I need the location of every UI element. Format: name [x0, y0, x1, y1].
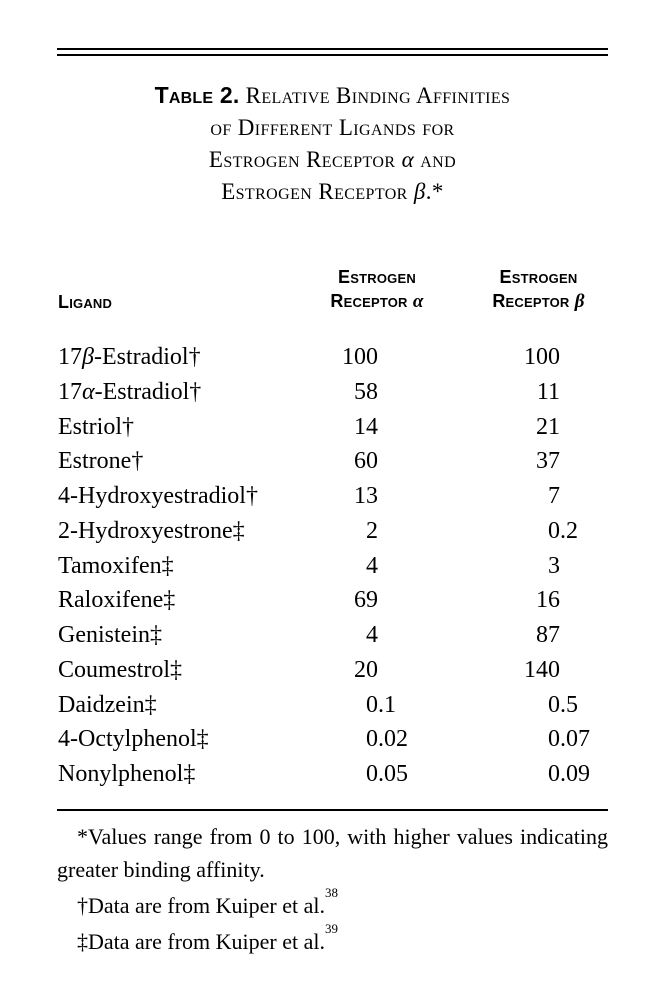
ligand-name [57, 514, 297, 549]
ligand-text: Estriol† [58, 413, 134, 440]
header-text: Receptor [330, 291, 413, 311]
footnote-marker: * [77, 823, 88, 849]
value-fraction-part: .09 [560, 761, 590, 787]
value-fraction-part: .2 [560, 517, 578, 544]
table-row [57, 444, 608, 479]
value-fraction-part: .5 [560, 691, 578, 718]
footnote-reference-number: 38 [325, 885, 338, 901]
table-2-container [57, 48, 608, 958]
header-line: Estrogen [338, 267, 416, 287]
ligand-name [57, 410, 297, 445]
ligand-text: Estrone† [58, 448, 144, 475]
title-text: and [414, 147, 457, 172]
value-integer-part: 0 [548, 691, 560, 718]
er-alpha-value [297, 757, 457, 792]
ligand-name [57, 618, 297, 653]
column-header-er-alpha [297, 265, 457, 314]
header-text: Receptor [492, 291, 575, 311]
header-line [297, 289, 457, 314]
value-integer-part: 37 [536, 448, 560, 475]
footnote-text: Data are from Kuiper et al. [88, 928, 325, 954]
column-header-ligand: Ligand [58, 292, 113, 312]
value-integer-part: 4 [366, 622, 378, 648]
ligand-greek-symbol: β [82, 344, 94, 370]
er-beta-value [457, 549, 608, 584]
value-fraction-part: .07 [560, 726, 590, 753]
header-line [469, 289, 608, 314]
footnote-text: Values range from 0 to 100, with higher values indicating greater binding affinity. [57, 823, 608, 882]
er-alpha-value [297, 479, 457, 514]
value-fraction-part: .02 [378, 726, 408, 753]
ligand-text: 17 [58, 378, 82, 405]
er-alpha-value [297, 375, 457, 410]
table-number-label: Table 2. [154, 82, 240, 108]
er-alpha-value [297, 583, 457, 618]
title-text: Estrogen Receptor [208, 147, 402, 172]
footnotes [57, 820, 608, 958]
value-integer-part: 21 [536, 413, 560, 440]
ligand-text: -Estradiol† [94, 378, 202, 405]
ligand-text: 2-Hydroxyestrone‡ [58, 517, 245, 544]
er-beta-value [457, 340, 608, 375]
ligand-text: Nonylphenol‡ [58, 761, 196, 787]
beta-symbol: β [574, 291, 585, 312]
table-title [57, 79, 608, 208]
ligand-text: 4-Octylphenol‡ [58, 726, 209, 753]
title-line-2: of Different Ligands for [210, 115, 455, 140]
footnote [57, 820, 608, 886]
value-integer-part: 14 [354, 413, 378, 440]
alpha-symbol: α [412, 291, 424, 312]
ligand-name [57, 340, 297, 375]
value-integer-part: 69 [354, 587, 378, 614]
er-alpha-value [297, 514, 457, 549]
ligand-text: -Estradiol† [93, 344, 201, 370]
bottom-rule [57, 809, 608, 811]
value-integer-part: 0 [548, 726, 560, 753]
er-beta-value [457, 653, 608, 688]
footnote-marker: † [77, 892, 88, 918]
ligand-text: Genistein‡ [58, 622, 162, 648]
column-header-er-beta [457, 265, 608, 314]
er-beta-value [457, 688, 608, 723]
value-integer-part: 0 [548, 517, 560, 544]
table-row [57, 410, 608, 445]
value-integer-part: 16 [536, 587, 560, 614]
ligand-text: 17 [58, 344, 82, 370]
er-beta-value [457, 444, 608, 479]
value-fraction-part: .05 [378, 761, 408, 787]
table-row [57, 653, 608, 688]
er-alpha-value [297, 549, 457, 584]
ligand-name [57, 375, 297, 410]
value-integer-part: 0 [366, 726, 378, 753]
er-alpha-value [297, 618, 457, 653]
ligand-name [57, 722, 297, 757]
er-beta-value [457, 583, 608, 618]
value-fraction-part: .1 [378, 691, 396, 718]
table-row [57, 618, 608, 653]
ligand-name [57, 444, 297, 479]
value-integer-part: 100 [524, 344, 560, 370]
table-row [57, 583, 608, 618]
er-beta-value [457, 514, 608, 549]
title-text: Estrogen Receptor [221, 179, 414, 204]
table-body [57, 340, 608, 792]
value-integer-part: 0 [548, 761, 560, 787]
table-row [57, 479, 608, 514]
value-integer-part: 60 [354, 448, 378, 475]
ligand-name [57, 653, 297, 688]
footnote [57, 885, 608, 922]
ligand-text: Raloxifene‡ [58, 587, 176, 614]
er-alpha-value [297, 410, 457, 445]
value-integer-part: 2 [366, 517, 378, 544]
value-integer-part: 140 [524, 656, 560, 683]
value-integer-part: 0 [366, 691, 378, 718]
table-row [57, 722, 608, 757]
ligand-greek-symbol: α [82, 378, 95, 405]
er-alpha-value [297, 340, 457, 375]
ligand-name [57, 583, 297, 618]
ligand-text: Coumestrol‡ [58, 656, 182, 683]
er-beta-value [457, 722, 608, 757]
value-integer-part: 87 [536, 622, 560, 648]
er-alpha-value [297, 688, 457, 723]
table-row [57, 549, 608, 584]
er-beta-value [457, 410, 608, 445]
alpha-symbol: α [401, 147, 415, 172]
footnote-text: Data are from Kuiper et al. [88, 892, 325, 918]
value-integer-part: 4 [366, 552, 378, 579]
table-row [57, 688, 608, 723]
ligand-name [57, 549, 297, 584]
header-line: Estrogen [499, 267, 578, 287]
table-row [57, 514, 608, 549]
title-line-1 [57, 79, 608, 112]
er-alpha-value [297, 444, 457, 479]
table-row [57, 757, 608, 792]
ligand-text: 4-Hydroxyestradiol† [58, 483, 258, 509]
top-double-rule [57, 48, 608, 56]
value-integer-part: 100 [342, 344, 378, 370]
table-row [57, 375, 608, 410]
ligand-name [57, 757, 297, 792]
title-text: .* [425, 179, 444, 204]
footnote-marker: ‡ [77, 928, 88, 954]
value-integer-part: 13 [354, 483, 378, 509]
er-beta-value [457, 618, 608, 653]
value-integer-part: 3 [548, 552, 560, 579]
ligand-name [57, 479, 297, 514]
beta-symbol: β [413, 179, 426, 204]
column-headers [57, 265, 608, 314]
title-line-3 [57, 144, 608, 176]
value-integer-part: 58 [354, 378, 378, 405]
ligand-text: Daidzein‡ [58, 691, 157, 718]
er-alpha-value [297, 722, 457, 757]
er-beta-value [457, 479, 608, 514]
footnote-reference-number: 39 [325, 921, 338, 937]
value-integer-part: 7 [548, 483, 560, 509]
title-text: Relative Binding Affinities [245, 83, 511, 108]
er-alpha-value [297, 653, 457, 688]
value-integer-part: 20 [354, 656, 378, 683]
ligand-text: Tamoxifen‡ [58, 552, 174, 579]
value-integer-part: 0 [366, 761, 378, 787]
ligand-name [57, 688, 297, 723]
table-row [57, 340, 608, 375]
footnote [57, 921, 608, 958]
er-beta-value [457, 375, 608, 410]
title-line-4 [57, 176, 608, 208]
er-beta-value [457, 757, 608, 792]
value-integer-part: 11 [536, 378, 560, 405]
